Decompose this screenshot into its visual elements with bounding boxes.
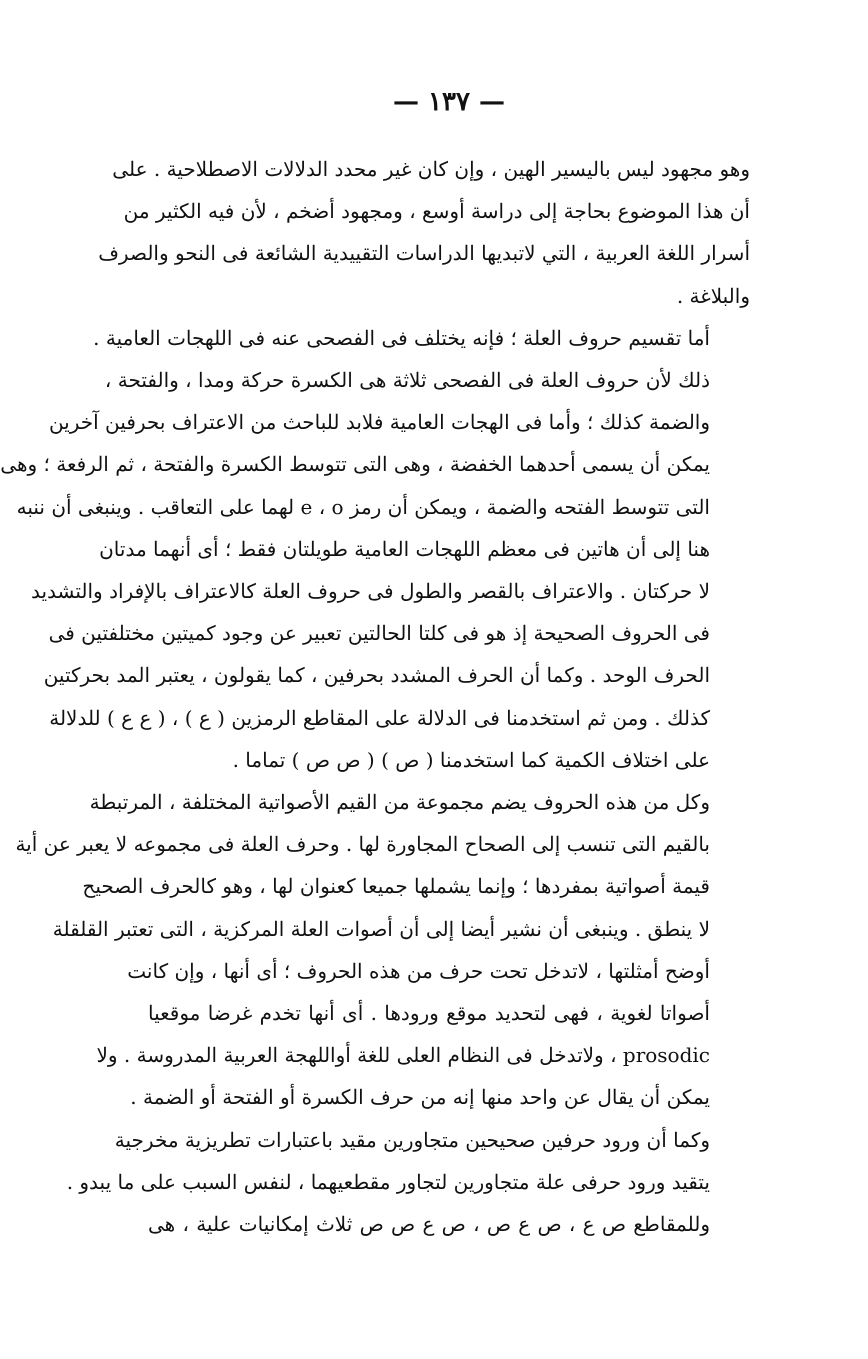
text-line: يمكن أن يقال عن واحد منها إنه من حرف الكسرة أو الفتحة أو الضمة . [130,1085,710,1110]
text-line: كذلك . ومن ثم استخدمنا فى الدلالة على المقاطع الرمزين ( ع ) ، ( ع ع ) للدلالة [49,705,710,730]
text-line: فى الحروف الصحيحة إذ هو فى كلتا الحالتين تعبير عن وجود كميتين مختلفتين فى [48,621,710,646]
text-line: prosodic ، ولاتدخل فى النظام العلى للغة أواللهجة العربية المدروسة . ولا [96,1043,710,1068]
text-line: لا ينطق . وينبغى أن نشير أيضا إلى أن أصوات العلة المركزية ، التى تعتبر القلقلة [52,916,710,941]
text-line: وكل من هذه الحروف يضم مجموعة من القيم الأصواتية المختلفة ، المرتبطة [89,790,710,815]
text-line: بالقيم التى تنسب إلى الصحاح المجاورة لها . وحرف العلة فى مجموعه لا يعبر عن أية [15,832,710,857]
text-line: يتقيد ورود حرفى علة متجاورين لتجاور مقطعيهما ، لنفس السبب على ما يبدو . [66,1169,710,1194]
text-line: والبلاغة . [676,283,750,308]
text-line: على اختلاف الكمية كما استخدمنا ( ص ) ( ص ص ) تماما . [232,747,710,772]
text-line: التى تتوسط الفتحه والضمة ، ويمكن أن رمز e ، o لهما على التعاقب . وينبغى أن ننبه [16,494,710,519]
text-line: أصواتا لغوية ، فهى لتحديد موقع ورودها . أى أنها تخدم غرضا موقعيا [148,1001,710,1026]
body-text [0,148,750,1245]
page-number: — ١٣٧ — [392,87,506,117]
text-line: الحرف الوحد . وكما أن الحرف المشدد بحرفين ، كما يقولون ، يعتبر المد بحركتين [43,663,710,688]
text-line: أسرار اللغة العربية ، التي لاتبديها الدراسات التقييدية الشائعة فى النحو والصرف [98,241,750,266]
book-page [0,78,750,1245]
text-line: وللمقاطع ص ع ، ص ع ص ، ص ع ص ص ثلاث إمكانيات علية ، هى [148,1212,710,1237]
paragraph-4 [66,1119,750,1246]
text-line: هنا إلى أن هاتين فى معظم اللهجات العامية طويلتان فقط ؛ أى أنهما مدتان [99,536,710,561]
paragraph-2 [0,317,750,781]
text-line: قيمة أصواتية بمفردها ؛ وإنما يشملها جميعا كعنوان لها ، وهو كالحرف الصحيح [82,874,710,899]
paragraph-3 [15,781,750,1119]
text-line: والضمة كذلك ؛ وأما فى الهجات العامية فلابد للباحث من الاعتراف بحرفين آخرين [48,410,710,435]
text-line: وكما أن ورود حرفين صحيحين متجاورين مقيد باعتبارات تطريزية مخرجية [114,1127,710,1152]
text-line: أوضح أمثلتها ، لاتدخل تحت حرف من هذه الحروف ؛ أى أنها ، وإن كانت [127,958,710,983]
text-line: ذلك لأن حروف العلة فى الفصحى ثلاثة هى الكسرة حركة ومدا ، والفتحة ، [104,368,710,393]
paragraph-1 [98,148,750,317]
text-line: يمكن أن يسمى أحدهما الخفضة ، وهى التى تتوسط الكسرة والفتحة ، ثم الرفعة ؛ وهى [0,452,710,477]
text-line: أن هذا الموضوع بحاجة إلى دراسة أوسع ، ومجهود أضخم ، لأن فيه الكثير من [123,199,750,224]
text-line: لا حركتان . والاعتراف بالقصر والطول فى حروف العلة كالاعتراف بالإفراد والتشديد [30,579,710,604]
text-line: وهو مجهود ليس باليسير الهين ، وإن كان غير محدد الدلالات الاصطلاحية . على [112,157,750,181]
text-line: أما تقسيم حروف العلة ؛ فإنه يختلف فى الفصحى عنه فى اللهجات العامية . [93,325,710,350]
